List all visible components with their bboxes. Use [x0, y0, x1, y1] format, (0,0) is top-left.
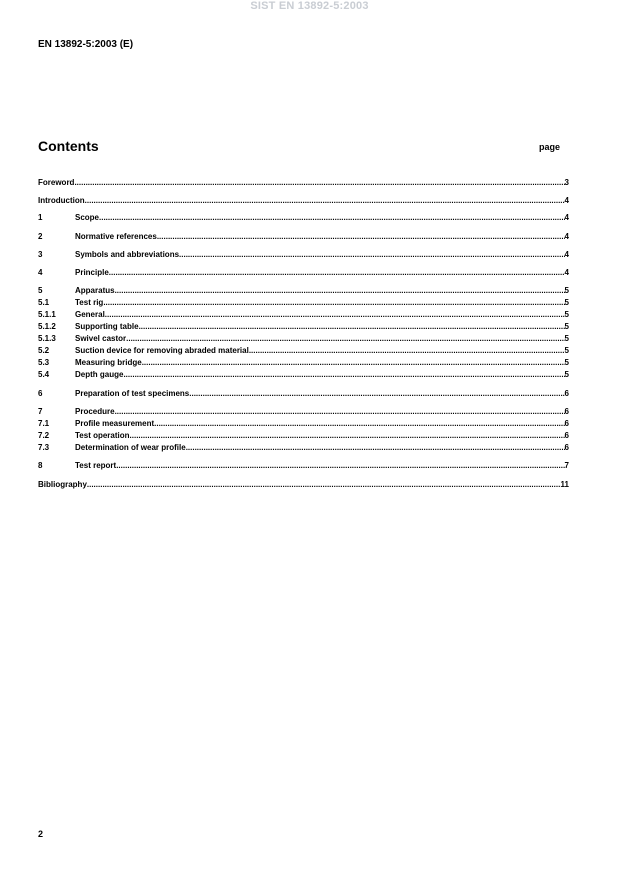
- toc-entry-number: 5.1.3: [38, 334, 56, 343]
- toc-entry[interactable]: [38, 195, 569, 206]
- toc-entry[interactable]: [38, 442, 569, 453]
- toc-entry-number: 5.2: [38, 346, 50, 355]
- toc-leader-dots: [142, 357, 565, 368]
- toc-entry[interactable]: [38, 479, 569, 490]
- toc-entry-page: 5: [564, 286, 569, 295]
- toc-leader-dots: [249, 345, 565, 356]
- toc-entry-number: 5.1: [38, 298, 50, 307]
- toc-entry[interactable]: [38, 249, 569, 260]
- toc-leader-dots: [186, 442, 565, 453]
- toc-entry-page: 5: [564, 370, 569, 379]
- toc-leader-dots: [85, 195, 565, 206]
- toc-entry-page: 3: [564, 178, 569, 187]
- toc-entry[interactable]: [38, 321, 569, 332]
- toc-entry-title: Test rig: [75, 298, 104, 307]
- toc-entry[interactable]: [38, 177, 569, 188]
- toc-entry[interactable]: [38, 418, 569, 429]
- toc-entry-title: Test operation: [75, 431, 130, 440]
- toc-entry-page: 4: [564, 196, 569, 205]
- page-column-label: page: [539, 142, 561, 152]
- toc-leader-dots: [115, 285, 565, 296]
- toc-leader-dots: [87, 479, 561, 490]
- toc-entry-number: 4: [38, 268, 43, 277]
- toc-entry-number: 2: [38, 232, 43, 241]
- toc-entry-title: Apparatus: [75, 286, 115, 295]
- toc-entry[interactable]: [38, 430, 569, 441]
- toc-leader-dots: [123, 369, 564, 380]
- toc-entry[interactable]: [38, 309, 569, 320]
- toc-entry-title: Foreword: [38, 178, 75, 187]
- toc-entry-number: 5.1.2: [38, 322, 56, 331]
- toc-entry-number: 8: [38, 461, 43, 470]
- toc-entry[interactable]: [38, 357, 569, 368]
- toc-entry-page: 4: [564, 268, 569, 277]
- toc-entry[interactable]: [38, 285, 569, 296]
- toc-entry-page: 6: [564, 443, 569, 452]
- toc-entry-number: 5: [38, 286, 43, 295]
- toc-entry-title: Bibliography: [38, 480, 87, 489]
- toc-leader-dots: [109, 267, 565, 278]
- toc-entry-title: Preparation of test specimens: [75, 389, 190, 398]
- toc-entry-title: Scope: [75, 213, 100, 222]
- toc-entry-title: Procedure: [75, 407, 115, 416]
- toc-entry-page: 5: [564, 346, 569, 355]
- toc-leader-dots: [105, 309, 565, 320]
- toc-leader-dots: [139, 321, 565, 332]
- toc-entry-page: 6: [564, 419, 569, 428]
- toc-entry[interactable]: [38, 406, 569, 417]
- toc-entry-page: 6: [564, 389, 569, 398]
- toc-entry-page: 5: [564, 310, 569, 319]
- toc-entry-title: Depth gauge: [75, 370, 124, 379]
- toc-entry-title: General: [75, 310, 105, 319]
- toc-leader-dots: [126, 333, 564, 344]
- toc-entry[interactable]: [38, 267, 569, 278]
- toc-entry-page: 6: [564, 431, 569, 440]
- toc-entry-page: 5: [564, 298, 569, 307]
- toc-leader-dots: [115, 406, 565, 417]
- toc-leader-dots: [74, 177, 564, 188]
- toc-leader-dots: [103, 297, 564, 308]
- toc-entry-title: Determination of wear profile: [75, 443, 186, 452]
- toc-leader-dots: [130, 430, 565, 441]
- toc-entry-title: Profile measurement: [75, 419, 155, 428]
- page-number: 2: [38, 829, 44, 839]
- toc-leader-dots: [189, 388, 564, 399]
- toc-entry-page: 5: [564, 334, 569, 343]
- toc-entry-number: 6: [38, 389, 43, 398]
- toc-entry-page: 6: [564, 407, 569, 416]
- toc-entry-page: 4: [564, 232, 569, 241]
- toc-entry-title: Measuring bridge: [75, 358, 142, 367]
- toc-entry-title: Swivel castor: [75, 334, 127, 343]
- toc-leader-dots: [154, 418, 564, 429]
- toc-entry-title: Introduction: [38, 196, 85, 205]
- toc-entry-number: 5.4: [38, 370, 50, 379]
- toc-entry-title: Test report: [75, 461, 117, 470]
- toc-entry-title: Suction device for removing abraded material: [75, 346, 249, 355]
- toc-entry-page: 11: [560, 480, 569, 489]
- toc-entry-number: 7.1: [38, 419, 50, 428]
- toc-entry-page: 7: [564, 461, 569, 470]
- toc-entry[interactable]: [38, 460, 569, 471]
- toc-entry[interactable]: [38, 345, 569, 356]
- toc-entry[interactable]: [38, 369, 569, 380]
- toc-entry-title: Principle: [75, 268, 109, 277]
- toc-leader-dots: [116, 460, 564, 471]
- toc-entry-number: 7.3: [38, 443, 50, 452]
- toc-leader-dots: [99, 212, 565, 223]
- toc-entry-page: 5: [564, 322, 569, 331]
- contents-heading: Contents: [38, 138, 99, 154]
- toc-entry-number: 7.2: [38, 431, 50, 440]
- toc-entry[interactable]: [38, 231, 569, 242]
- toc-entry-page: 4: [564, 250, 569, 259]
- document-id: EN 13892-5:2003 (E): [38, 39, 134, 50]
- toc-entry-number: 5.3: [38, 358, 50, 367]
- toc-entry[interactable]: [38, 388, 569, 399]
- toc-entry-number: 1: [38, 213, 43, 222]
- watermark: SIST EN 13892-5:2003: [250, 0, 369, 12]
- toc-leader-dots: [157, 231, 565, 242]
- toc-entry-number: 5.1.1: [38, 310, 56, 319]
- toc-leader-dots: [179, 249, 565, 260]
- toc-entry-title: Symbols and abbreviations: [75, 250, 180, 259]
- toc-entry[interactable]: [38, 297, 569, 308]
- toc-entry-title: Supporting table: [75, 322, 139, 331]
- toc-entry-title: Normative references: [75, 232, 157, 241]
- toc-entry[interactable]: [38, 212, 569, 223]
- toc-entry[interactable]: [38, 333, 569, 344]
- toc-entry-page: 4: [564, 213, 569, 222]
- toc-entry-number: 3: [38, 250, 43, 259]
- toc-entry-number: 7: [38, 407, 43, 416]
- toc-entry-page: 5: [564, 358, 569, 367]
